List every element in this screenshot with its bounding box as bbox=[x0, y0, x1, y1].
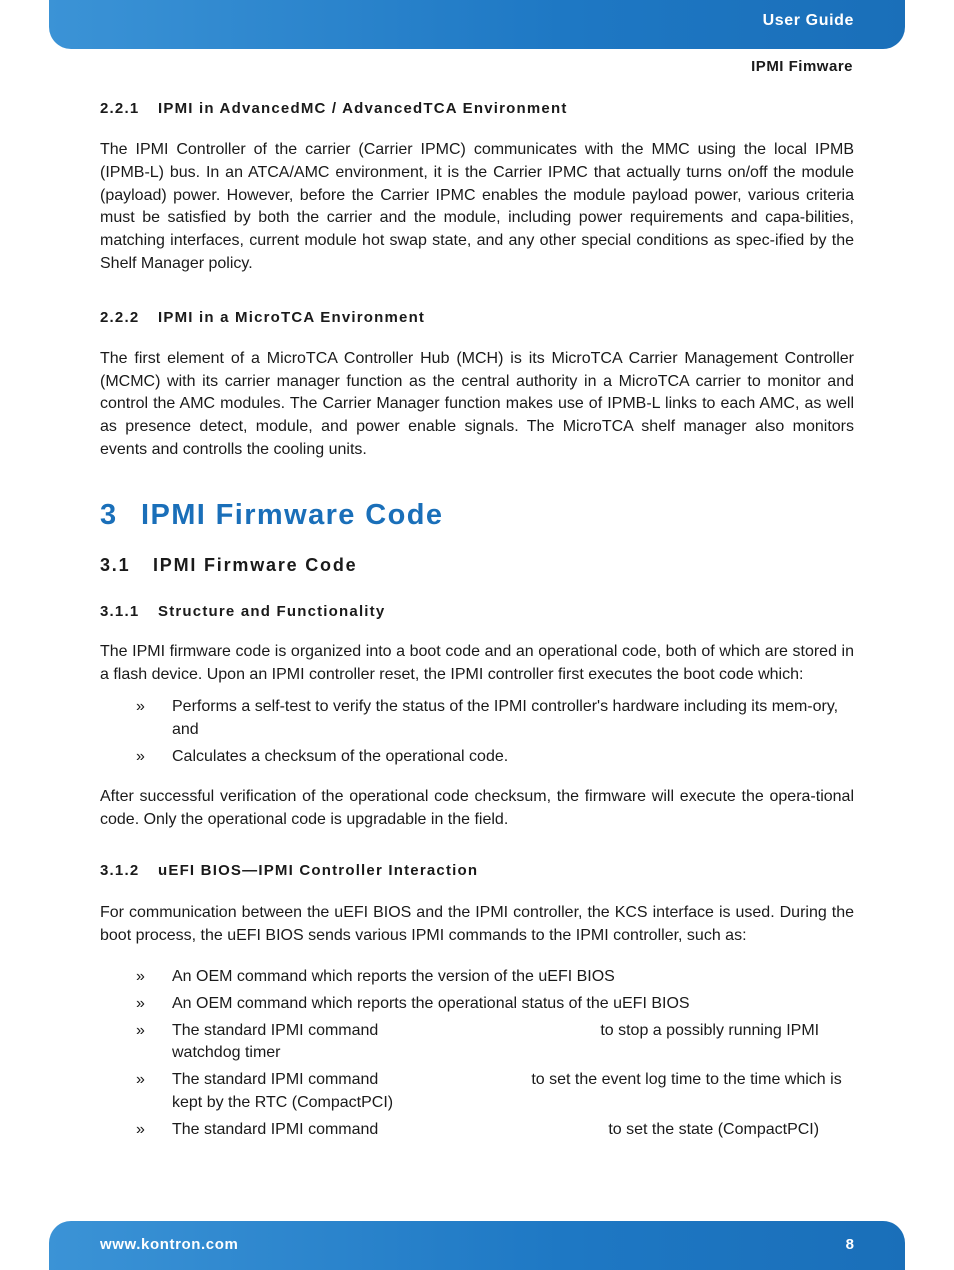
page-content bbox=[100, 92, 854, 1142]
list-item: » An OEM command which reports the operational status of the uEFI BIOS bbox=[100, 993, 854, 1016]
footer-url[interactable]: www.kontron.com bbox=[100, 1236, 239, 1253]
heading-2-2-1: 2.2.1 IPMI in AdvancedMC / AdvancedTCA Environment bbox=[100, 100, 568, 117]
paragraph-2-2-2: The first element of a MicroTCA Controller Hub (MCH) is its MicroTCA Carrier Management Controller (MCMC) with its carrier manager function as the central authority in a MicroTCA carrier to monitor and control the AMC modules. The Carrier Manager function makes use of IPMB-L links to each AMC, as well as presence detect, module, and power enable signals. The MicroTCA shelf manager also monitors events and controlls the cooling units. bbox=[100, 349, 854, 458]
heading-3-1: 3.1 IPMI Firmware Code bbox=[100, 554, 358, 575]
bullet-marker: » bbox=[136, 698, 145, 716]
header-label: User Guide bbox=[762, 12, 854, 29]
list-item: » An OEM command which reports the version of the uEFI BIOS bbox=[100, 966, 854, 989]
bullet-list-3-1-1 bbox=[100, 696, 854, 768]
list-item: » Performs a self-test to verify the status of the IPMI controller's hardware including its mem-ory, and bbox=[136, 698, 839, 739]
list-item: » The standard IPMI command to stop a possibly running IPMI watchdog timer bbox=[136, 1021, 820, 1062]
bullet-marker: » bbox=[136, 1120, 145, 1138]
heading-2-2-2: 2.2.2 IPMI in a MicroTCA Environment bbox=[100, 308, 426, 326]
bullet-list-3-1-2 bbox=[100, 966, 854, 1142]
list-item: » The standard IPMI command to set the event log time to the time which is kept by the RTC (CompactPCI) bbox=[136, 1071, 842, 1111]
running-head: IPMI Fimware bbox=[751, 58, 853, 75]
page-number: 8 bbox=[845, 1236, 854, 1253]
bullet-marker: » bbox=[136, 967, 145, 985]
paragraph-2-2-1: The IPMI Controller of the carrier (Carrier IPMC) communicates with the MMC using the local IPMB (IPMB-L) bus. In an ATCA/AMC environment, it is the Carrier IPMC that actually turns on/off the module (payload) power. However, before the Carrier IPMC enables the module payload power, various criteria must be satisfied by both the carrier and the module, including power requirements and capa-bilities, matching interfaces, current module hot swap state, and any other special conditions as spec-ified by the Shelf Manager policy. bbox=[100, 141, 854, 272]
heading-3-1-1: 3.1.1 Structure and Functionality bbox=[100, 602, 386, 620]
list-item: » Calculates a checksum of the operational code. bbox=[100, 746, 854, 769]
bullet-marker: » bbox=[136, 1021, 145, 1039]
bullet-marker: » bbox=[136, 1071, 145, 1089]
header-bar bbox=[49, 0, 905, 49]
paragraph-3-1-2-intro: For communication between the uEFI BIOS and the IPMI controller, the KCS interface is used. During the boot process, the uEFI BIOS sends various IPMI commands to the IPMI controller, such as: bbox=[100, 904, 854, 945]
list-item: » The standard IPMI command to set the state (CompactPCI) bbox=[100, 1119, 854, 1142]
bullet-marker: » bbox=[136, 994, 145, 1012]
paragraph-3-1-1-intro: The IPMI firmware code is organized into a boot code and an operational code, both of which are stored in a flash device. Upon an IPMI controller reset, the IPMI controller first executes the boot code which: bbox=[100, 642, 854, 683]
paragraph-3-1-1-outro: After successful verification of the operational code checksum, the firmware will execute the opera-tional code. Only the operational code is upgradable in the field. bbox=[100, 787, 854, 828]
footer-bar bbox=[49, 1221, 905, 1270]
chapter-heading-3: 3 IPMI Firmware Code bbox=[100, 498, 444, 531]
bullet-marker: » bbox=[136, 747, 145, 765]
heading-3-1-2: 3.1.2 uEFI BIOS—IPMI Controller Interaction bbox=[100, 862, 479, 880]
